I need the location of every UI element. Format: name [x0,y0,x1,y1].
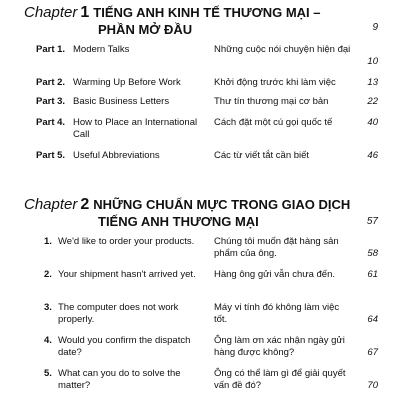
part-1-page: 10 [367,56,378,67]
part-3 [36,96,214,108]
item-number: 1. [44,236,52,247]
part-label: Part 3. [36,96,66,107]
item-title: We'd like to order your products. [58,236,195,247]
item-title: What can you do to solve the matter? [58,368,181,391]
chapter-title-line2: TIẾNG ANH THƯƠNG MẠI [98,214,259,229]
part-4-page: 40 [367,117,378,128]
part-5-vi: Các từ viết tắt cần biết [214,150,310,161]
item-title: Would you confirm the dispatch date? [58,335,191,358]
item-3-vi: Máy vi tính đó không làm việc tốt. [214,302,340,325]
item-4-vi: Ông làm ơn xác nhận ngày gửi hàng được không? [214,335,345,358]
part-3-vi: Thư tín thương mại cơ bản [214,96,329,107]
part-label: Part 2. [36,77,66,88]
part-5 [36,150,214,162]
part-title: Modern Talks [73,44,130,55]
item-2-vi: Hàng ông gửi vẫn chưa đến. [214,269,335,280]
item-4-page: 67 [367,347,378,358]
item-number: 4. [44,335,52,346]
part-1 [36,44,214,56]
part-title: How to Place an International Call [73,117,198,140]
item-3-page: 64 [367,314,378,325]
part-1-vi: Những cuộc nói chuyện hiện đại [214,44,351,55]
item-title: Your shipment hasn't arrived yet. [58,269,196,280]
chapter-word: Chapter [24,196,78,213]
part-label: Part 5. [36,150,66,161]
item-number: 2. [44,269,52,280]
part-2-page: 13 [367,77,378,88]
item-1 [44,236,204,248]
part-3-page: 22 [367,96,378,107]
chapter-title-line1: TIẾNG ANH KINH TẾ THƯƠNG MẠI – [93,5,321,20]
part-title: Warming Up Before Work [73,77,181,88]
chapter-number: 2 [80,196,90,213]
part-5-page: 46 [367,150,378,161]
item-title: The computer does not work properly. [58,302,179,325]
part-4 [36,117,214,141]
item-2 [44,269,204,281]
part-label: Part 4. [36,117,66,128]
item-1-vi: Chúng tôi muốn đặt hàng sản phẩm của ông. [214,236,339,259]
chapter-word: Chapter [24,4,78,21]
item-number: 5. [44,368,52,379]
part-2-vi: Khởi động trước khi làm việc [214,77,336,88]
part-title: Useful Abbreviations [73,150,160,161]
chapter-2-title [24,196,354,230]
chapter-title-line1: NHỮNG CHUẨN MỰC TRONG GIAO DỊCH [93,197,351,212]
chapter-1-page: 9 [372,22,378,33]
item-1-page: 58 [367,248,378,259]
item-2-page: 61 [367,269,378,280]
item-5-page: 70 [367,380,378,391]
chapter-number: 1 [80,4,90,21]
chapter-2-page: 57 [366,216,378,227]
part-title: Basic Business Letters [73,96,170,107]
item-4 [44,335,204,359]
part-4-vi: Cách đặt một cú gọi quốc tế [214,117,333,128]
item-3 [44,302,204,326]
item-5-vi: Ông có thể làm gì để giải quyết vấn đề đó? [214,368,346,391]
part-label: Part 1. [36,44,66,55]
item-number: 3. [44,302,52,313]
part-2 [36,77,214,89]
chapter-title-line2: PHẦN MỞ ĐẦU [98,22,193,37]
item-5 [44,368,204,392]
chapter-1-title [24,4,354,38]
